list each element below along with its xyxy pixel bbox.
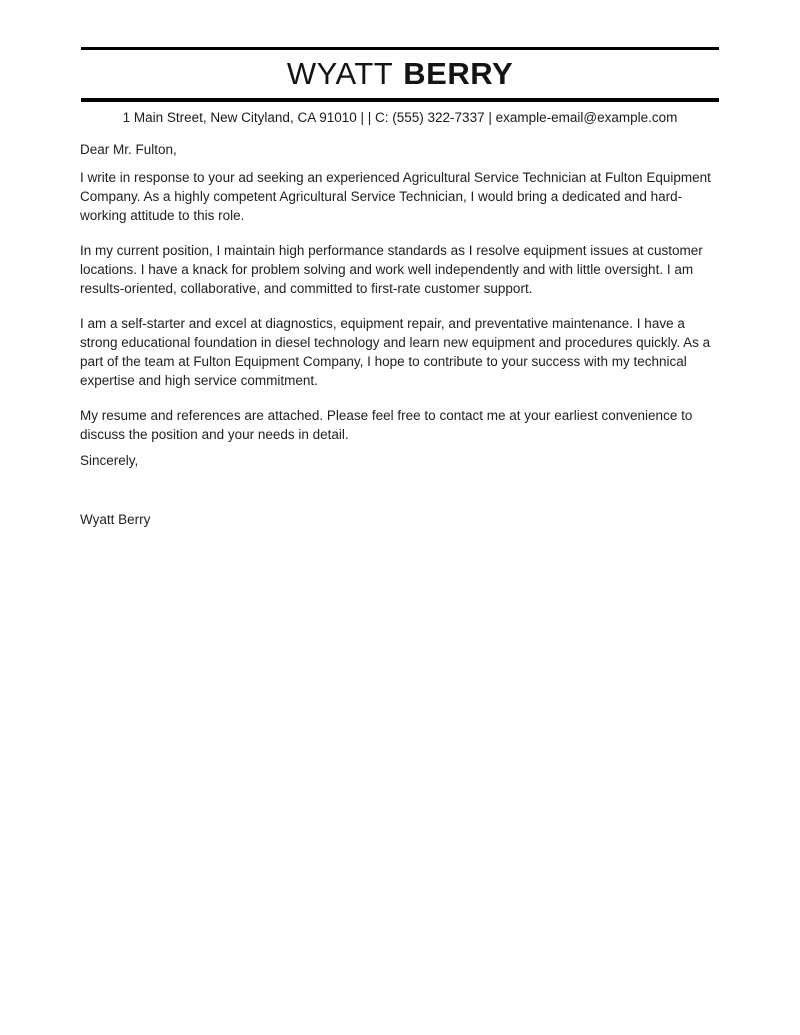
letter-header bbox=[81, 0, 719, 125]
applicant-name bbox=[81, 50, 719, 98]
letter-body bbox=[80, 125, 720, 529]
closing: Sincerely, bbox=[80, 453, 139, 468]
applicant-first-name: WYATT bbox=[286, 56, 394, 91]
paragraph-intro: I write in response to your ad seeking an experienced Agricultural Service Technician at Fulton Equipment Company. As a highly competent Agricultural Service Technician, I would bring a dedicated and hard-working attitude to this role. bbox=[80, 170, 711, 223]
header-bottom-rule bbox=[81, 98, 719, 102]
paragraph-current-position: In my current position, I maintain high performance standards as I resolve equipment issues at customer locations. I have a knack for problem solving and work well independently and with little oversight. I am results-oriented, collaborative, and committed to first-rate customer support. bbox=[80, 243, 703, 296]
contact-info: 1 Main Street, New Cityland, CA 91010 | | C: (555) 322-7337 | example-email@example.com bbox=[122, 110, 678, 125]
paragraph-resume-attached: My resume and references are attached. Please feel free to contact me at your earliest convenience to discuss the position and your needs in detail. bbox=[80, 408, 693, 442]
paragraph-skills: I am a self-starter and excel at diagnostics, equipment repair, and preventative maintenance. I have a strong educational foundation in diesel technology and learn new equipment and procedures quickly. As a part of the team at Fulton Equipment Company, I hope to contribute to your success with my technical expertise and high service commitment. bbox=[80, 316, 711, 388]
signature-name: Wyatt Berry bbox=[80, 512, 151, 527]
applicant-last-name: BERRY bbox=[403, 56, 514, 91]
salutation: Dear Mr. Fulton, bbox=[80, 142, 177, 157]
